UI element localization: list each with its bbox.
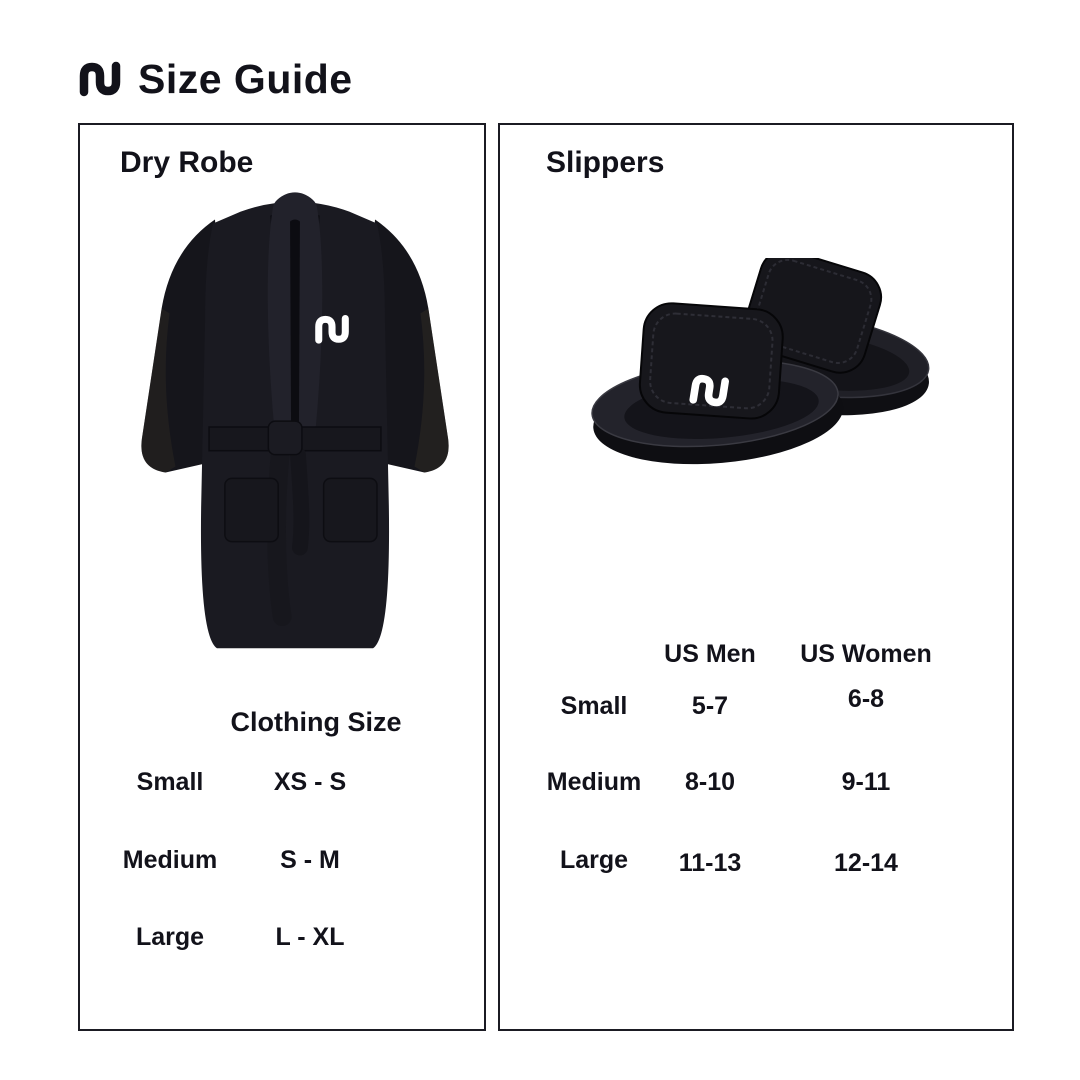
slippers-row-large-label: Large [559,846,629,874]
slippers-col-us-men: US Men [664,640,756,668]
robe-row-small-label: Small [136,768,204,796]
robe-left-pocket [225,478,278,541]
slippers-large-us-women: 12-14 [834,849,898,877]
slippers-medium-us-men: 8-10 [684,768,736,796]
slippers-large-us-men: 11-13 [678,849,742,877]
robe-right-pocket [324,478,377,541]
robe-belt-tail-short [298,455,301,548]
slippers-small-us-men: 5-7 [691,692,729,720]
robe-collar-gap [290,220,300,425]
robe-row-large-label: Large [135,923,205,951]
slippers-small-us-women: 6-8 [847,685,885,713]
dry-robe-image [132,188,458,666]
slippers-image [550,258,968,492]
robe-panel-title: Dry Robe [120,146,254,179]
nu-logo-icon [78,61,122,97]
slippers-row-medium-label: Medium [546,768,642,796]
robe-row-large-value: L - XL [275,923,345,951]
robe-row-small-value: XS - S [273,768,347,796]
page-title: Size Guide [138,56,353,102]
slippers-row-small-label: Small [560,692,628,720]
slippers-medium-us-women: 9-11 [841,768,891,796]
robe-row-medium-label: Medium [122,846,218,874]
slippers-col-us-women: US Women [800,640,932,668]
brand-header [78,56,353,102]
slippers-panel-title: Slippers [546,146,665,179]
robe-belt-knot [268,421,302,455]
clothing-size-table-title: Clothing Size [230,707,402,737]
robe-row-medium-value: S - M [280,846,340,874]
